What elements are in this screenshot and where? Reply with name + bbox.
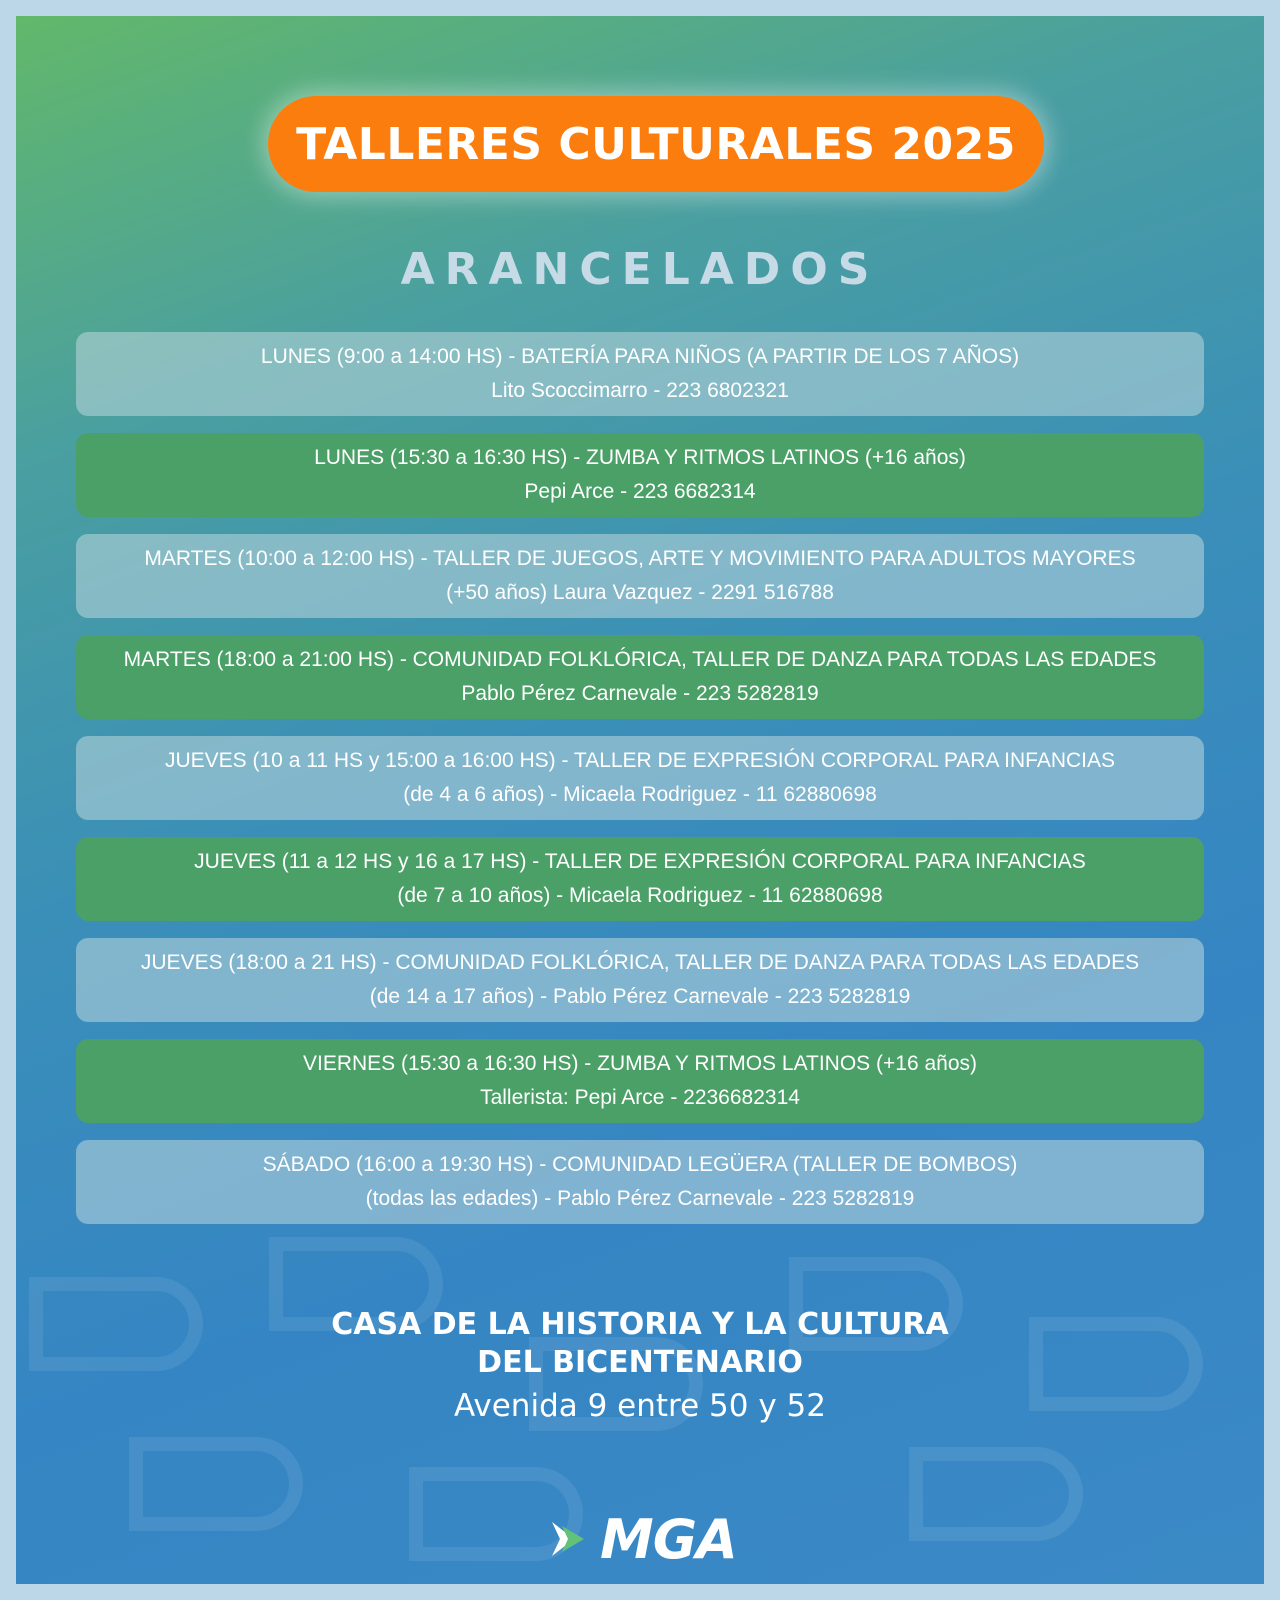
venue-name-line1: CASA DE LA HISTORIA Y LA CULTURA (331, 1307, 949, 1342)
venue-info (16, 1306, 1264, 1426)
workshop-row (76, 534, 1204, 618)
venue-name-line2: DEL BICENTENARIO (477, 1345, 803, 1380)
workshop-contact: (+50 años) Laura Vazquez - 2291 516788 (446, 581, 834, 604)
mga-arrow-icon (548, 1514, 598, 1564)
workshop-schedule: SÁBADO (16:00 a 19:30 HS) - COMUNIDAD LEGÜERA (TALLER DE BOMBOS) (262, 1153, 1018, 1176)
workshop-row (76, 1140, 1204, 1224)
workshop-schedule: JUEVES (18:00 a 21 HS) - COMUNIDAD FOLKLÓRICA, TALLER DE DANZA PARA TODAS LAS EDADES (140, 951, 1140, 974)
workshop-row (76, 1039, 1204, 1123)
mga-logo (548, 1504, 748, 1574)
page-title: TALLERES CULTURALES 2025 (296, 118, 1016, 170)
workshop-contact: (de 4 a 6 años) - Micaela Rodriguez - 11 62880698 (403, 783, 877, 806)
workshop-schedule: LUNES (9:00 a 14:00 HS) - BATERÍA PARA NIÑOS (A PARTIR DE LOS 7 AÑOS) (260, 345, 1020, 368)
workshop-list (76, 332, 1204, 1241)
logo-text: MGA (600, 1507, 737, 1571)
workshop-row (76, 938, 1204, 1022)
workshop-contact: Lito Scoccimarro - 223 6802321 (491, 379, 789, 402)
venue-address: Avenida 9 entre 50 y 52 (454, 1388, 826, 1424)
workshop-contact: (todas las edades) - Pablo Pérez Carnevale - 223 5282819 (365, 1187, 915, 1210)
workshop-schedule: JUEVES (10 a 11 HS y 15:00 a 16:00 HS) - TALLER DE EXPRESIÓN CORPORAL PARA INFANCIAS (164, 749, 1116, 772)
poster (16, 16, 1264, 1584)
workshop-contact: Pablo Pérez Carnevale - 223 5282819 (461, 682, 819, 705)
workshop-schedule: MARTES (18:00 a 21:00 HS) - COMUNIDAD FOLKLÓRICA, TALLER DE DANZA PARA TODAS LAS EDADES (123, 648, 1157, 671)
workshop-row (76, 837, 1204, 921)
workshop-contact: Tallerista: Pepi Arce - 2236682314 (480, 1086, 800, 1109)
workshop-contact: Pepi Arce - 223 6682314 (524, 480, 756, 503)
workshop-schedule: JUEVES (11 a 12 HS y 16 a 17 HS) - TALLER DE EXPRESIÓN CORPORAL PARA INFANCIAS (194, 850, 1086, 873)
page-subtitle: ARANCELADOS (400, 244, 880, 295)
workshop-row (76, 635, 1204, 719)
workshop-row (76, 433, 1204, 517)
workshop-schedule: VIERNES (15:30 a 16:30 HS) - ZUMBA Y RITMOS LATINOS (+16 años) (303, 1052, 977, 1075)
workshop-row (76, 332, 1204, 416)
workshop-contact: (de 7 a 10 años) - Micaela Rodriguez - 11 62880698 (397, 884, 883, 907)
title-banner (268, 96, 1044, 192)
workshop-row (76, 736, 1204, 820)
workshop-schedule: MARTES (10:00 a 12:00 HS) - TALLER DE JUEGOS, ARTE Y MOVIMIENTO PARA ADULTOS MAYORES (144, 547, 1136, 570)
workshop-schedule: LUNES (15:30 a 16:30 HS) - ZUMBA Y RITMOS LATINOS (+16 años) (314, 446, 966, 469)
workshop-contact: (de 14 a 17 años) - Pablo Pérez Carnevale - 223 5282819 (369, 985, 911, 1008)
